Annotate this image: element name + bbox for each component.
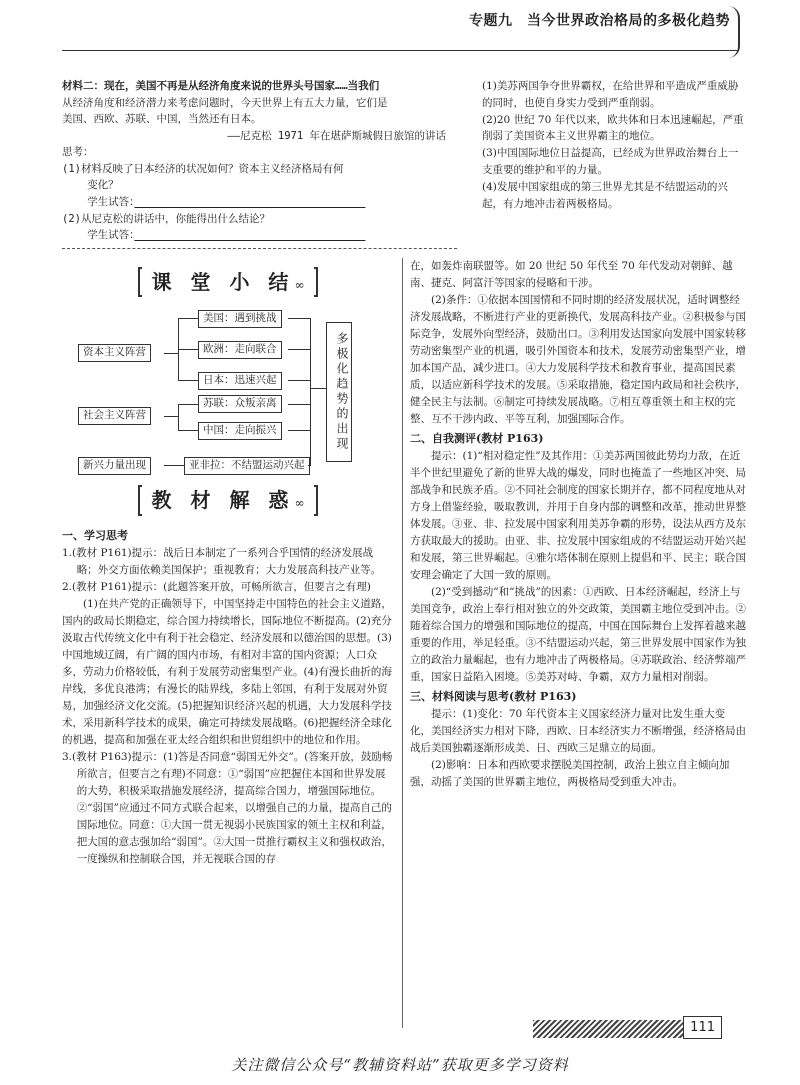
node-us: 美国：遇到挑战 — [198, 310, 282, 328]
answer-para: (2)20 世纪 70 年代以来，欧共体和日本迅速崛起，严重削弱了美国资本主义世界霸主的地位。 — [482, 113, 744, 143]
think-label: 思考： — [62, 146, 94, 159]
node-ussr: 苏联：众叛亲离 — [198, 395, 282, 413]
material-line: 材料二：现在，美国不再是从经济角度来说的世界头号国家……当我们 — [62, 80, 380, 92]
node-multipolar: 多极化趋势的出现 — [326, 322, 352, 462]
material-line: 美国、西欧、苏联、中国，当然还有日本。 — [62, 113, 262, 126]
material-line: 从经济角度和经济潜力来考虑问题时，今天世界上有五大力量，它们是 — [62, 96, 388, 109]
question-2: (2)从尼克松的讲话中，你能得出什么结论？ — [62, 212, 270, 225]
textbook-banner-text: 教 材 解 惑 — [151, 488, 295, 513]
answer-para: (2)条件：①依据本国国情和不同时期的经济发展状况，适时调整经济发展战略，不断进行产业的更新换代，发展高科技产业。②积极参与国际竞争，发展外向型经济，鼓励出口。③利用发达国家向发展中国家转移劳动密集型产业的机遇，吸引外国资本和技术，发展劳动密集型产业，增加本国产品，减少进口。④大力发展科学技术和教育事业，提高国民素质，以适应新科学技术的发展。⑤采取措施，稳定国内政局和社会秩序，健全民主与法制。⑥制定可持续发展战略。⑦相互尊重领土和主权的完整、互不干涉内政、平等互利，加强国际合作。 — [410, 294, 746, 425]
node-europe: 欧洲：走向联合 — [198, 341, 282, 359]
answer-label: 学生试答： — [87, 196, 135, 209]
section-divider — [62, 248, 457, 249]
column-divider — [402, 258, 403, 1028]
section-heading: 二、自我测评(教材 P163) — [410, 432, 544, 445]
section-heading: 一、学习思考 — [62, 528, 128, 542]
wave-icon: ∞ — [294, 496, 305, 511]
node-new-forces: 新兴力量出现 — [78, 457, 151, 475]
answer-para: 2.(教材 P161)提示：(此题答案开放，可畅所欲言，但要言之有理) — [62, 580, 371, 593]
node-china: 中国：走向振兴 — [198, 422, 282, 440]
answer-para: 1.(教材 P161)提示：战后日本制定了一系列合乎国情的经济发展战略；外交方面依赖美国保护；重视教育；大力发展高科技产业等。 — [62, 546, 382, 576]
answer-2-blank[interactable] — [134, 229, 365, 241]
material-source: ——尼克松 1971 年在堪萨斯城假日旅馆的讲话 — [227, 129, 446, 142]
left-column — [62, 258, 394, 868]
page-number: 111 — [683, 1016, 722, 1039]
answer-para: (1)在共产党的正确领导下，中国坚持走中国特色的社会主义道路，国内的政局长期稳定，综合国力持续增长，国际地位不断提高。(2)充分汲取古代传统文化中有利于社会稳定、经济发展和以德治国的思想。(3)中国地域辽阔，有广阔的国内市场，有相对丰富的国内资源；人口众多，劳动力价格较低，有利于发展劳动密集型产业。(4)有漫长曲折的海岸线，多优良港湾；有漫长的陆界线，多陆上邻国，有利于发展对外贸易，加强经济文化交流。(5)把握知识经济兴起的机遇，大力发展科学技术，采用新科学技术的成果，确定可持续发展战略。(6)把握经济全球化的机遇，提高和加强在亚太经合组织和世贸组织中的地位和作用。 — [62, 597, 392, 746]
summary-diagram — [76, 308, 376, 478]
answer-para: (2)“受到撼动”和“挑战”的因素：①西欧、日本经济崛起，经济上与美国竞争，政治上奉行相对独立的外交政策，美国霸主地位受到冲击。②随着综合国力的增强和国际地位的提高，中国在国际舞台上发挥着越来越重要的作用，举足轻重。③不结盟运动兴起，第三世界发展中国家作为独立的政治力量崛起，也有力地冲击了两极格局。④苏联政治、经济弊端严重，国家日益陷入困境。⑤美苏对峙、争霸，双方力量相对削弱。 — [410, 585, 746, 683]
section-heading: 三、材料阅读与思考(教材 P163) — [410, 689, 577, 703]
footer-slogan: 关注微信公众号“教辅资料站”获取更多学习资料 — [231, 1055, 569, 1074]
answer-para: (3)中国国际地位日益提高，已经成为世界政治舞台上一支重要的维护和平的力量。 — [482, 147, 739, 176]
answer-para: (2)影响：日本和西欧要求摆脱美国控制，政治上独立自主倾向加强，动摇了美国的世界霸主地位，两极格局受到重大冲击。 — [410, 758, 730, 788]
answer-para: 提示：(1)变化：70 年代资本主义国家经济力量对比发生重大变化，美国经济实力相对下降，西欧、日本经济实力不断增强，经济格局由战后美国独霸逐渐形成美、日、西欧三足鼎立的局面。 — [410, 707, 746, 754]
answer-para: (4)发展中国家组成的第三世界尤其是不结盟运动的兴起，有力地冲击着两极格局。 — [482, 180, 728, 210]
summary-banner — [138, 264, 318, 300]
node-aala: 亚非拉：不结盟运动兴起 — [184, 457, 310, 475]
answer-2-row — [62, 227, 450, 244]
node-socialist: 社会主义阵营 — [78, 407, 151, 425]
answer-para: 在，如轰炸南联盟等。如 20 世纪 50 年代至 70 年代发动对朝鲜、越南、捷克、阿富汗等国家的侵略和干涉。 — [410, 260, 733, 289]
material-two-block — [62, 78, 450, 244]
answer-para: 提示：(1)“相对稳定性”及其作用：①美苏两国彼此势均力敌，在近半个世纪里避免了新的世界大战的爆发，同时也掩盖了一些地区冲突、局部战争和民族矛盾。②不同社会制度的国家长期并存，都不同程度地从对方身上借鉴经验，吸取教训，并用于自身内部的调整和改革，推动世界整体发展。③亚、非、拉发展中国家利用美苏争霸的形势，设法从西方及东方获取最大的援助。由亚、非、拉发展中国家组成的不结盟运动开始兴起和发展，第三世界崛起。④雅尔塔体制在原则上提倡和平、民主；联合国安理会确定了大国一致的原则。 — [410, 449, 746, 581]
answer-label: 学生试答： — [87, 229, 135, 242]
answer-para: 3.(教材 P163)提示：(1)答是否同意“弱国无外交”。(答案开放，鼓励畅所欲言，但要言之有理)不同意：①“弱国”应把握住本国和世界发展的大势，积极采取措施发展经济，提高综合国力，增强国际地位。②“弱国”应通过不同方式联合起来，以增强自己的力量，提高自己的国际地位。同意：①大国一贯无视弱小民族国家的领土主权和利益，把大国的意志强加给“弱国”。②大国一贯推行霸权主义和强权政治，一度操纵和控制联合国，并无视联合国的存 — [62, 750, 393, 865]
header-rule — [62, 50, 738, 51]
question-1: (1)材料反映了日本经济的状况如何？资本主义经济格局有何 — [62, 162, 344, 175]
page-header: 专题九 当今世界政治格局的多极化趋势 — [469, 13, 730, 29]
node-capitalist: 资本主义阵营 — [78, 344, 151, 362]
answer-1-blank[interactable] — [134, 196, 365, 208]
answer-1-row — [62, 194, 450, 211]
right-column — [410, 258, 746, 791]
question-1-cont: 变化？ — [87, 179, 119, 192]
node-japan: 日本：迅速兴起 — [198, 372, 282, 390]
wave-icon: ∞ — [294, 278, 305, 292]
material-answers — [482, 78, 744, 212]
summary-banner-text: 课 堂 小 结 — [151, 270, 295, 294]
answer-para: (1)美苏两国争夺世界霸权，在给世界和平造成严重威胁的同时，也使自身实力受到严重削弱。 — [482, 80, 739, 109]
textbook-banner — [138, 482, 318, 518]
